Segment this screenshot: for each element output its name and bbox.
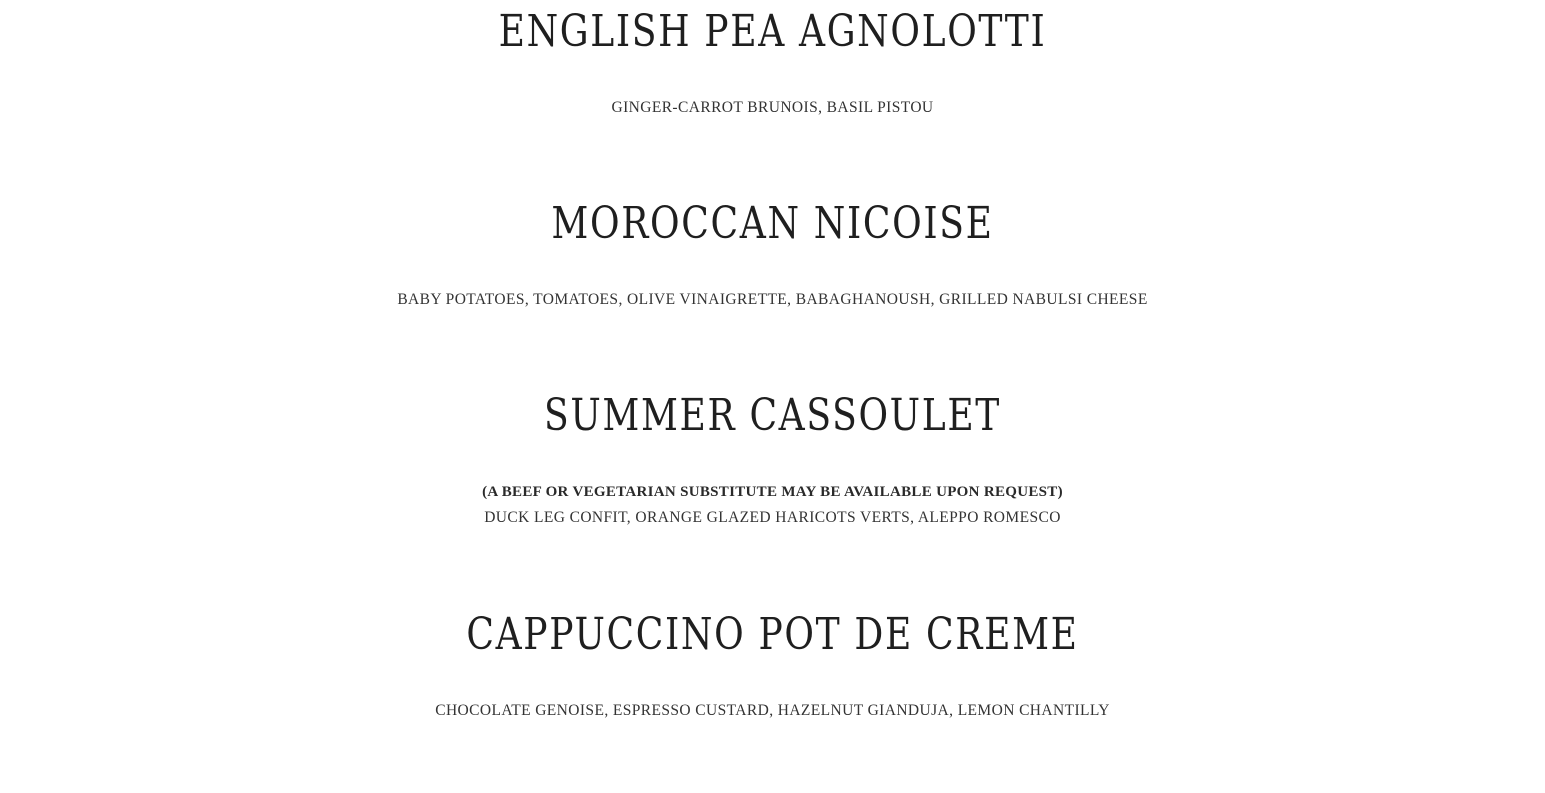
menu-course	[0, 196, 1545, 313]
dish-title: MOROCCAN NICOISE	[551, 198, 994, 249]
menu-course	[0, 4, 1545, 121]
menu-course	[0, 607, 1545, 724]
dish-title: ENGLISH PEA AGNOLOTTI	[498, 6, 1047, 57]
dish-title: CAPPUCCINO POT DE CREME	[466, 609, 1079, 660]
dish-description: DUCK LEG CONFIT, ORANGE GLAZED HARICOTS VERTS, ALEPPO ROMESCO	[484, 509, 1061, 526]
dish-title: SUMMER CASSOULET	[543, 390, 1002, 441]
menu-course	[0, 388, 1545, 531]
dish-substitution-note: (A BEEF OR VEGETARIAN SUBSTITUTE MAY BE AVAILABLE UPON REQUEST)	[482, 484, 1063, 500]
dish-description: GINGER-CARROT BRUNOIS, BASIL PISTOU	[611, 99, 934, 116]
dish-description: BABY POTATOES, TOMATOES, OLIVE VINAIGRETTE, BABAGHANOUSH, GRILLED NABULSI CHEESE	[397, 291, 1148, 308]
dish-description: CHOCOLATE GENOISE, ESPRESSO CUSTARD, HAZELNUT GIANDUJA, LEMON CHANTILLY	[435, 702, 1110, 719]
